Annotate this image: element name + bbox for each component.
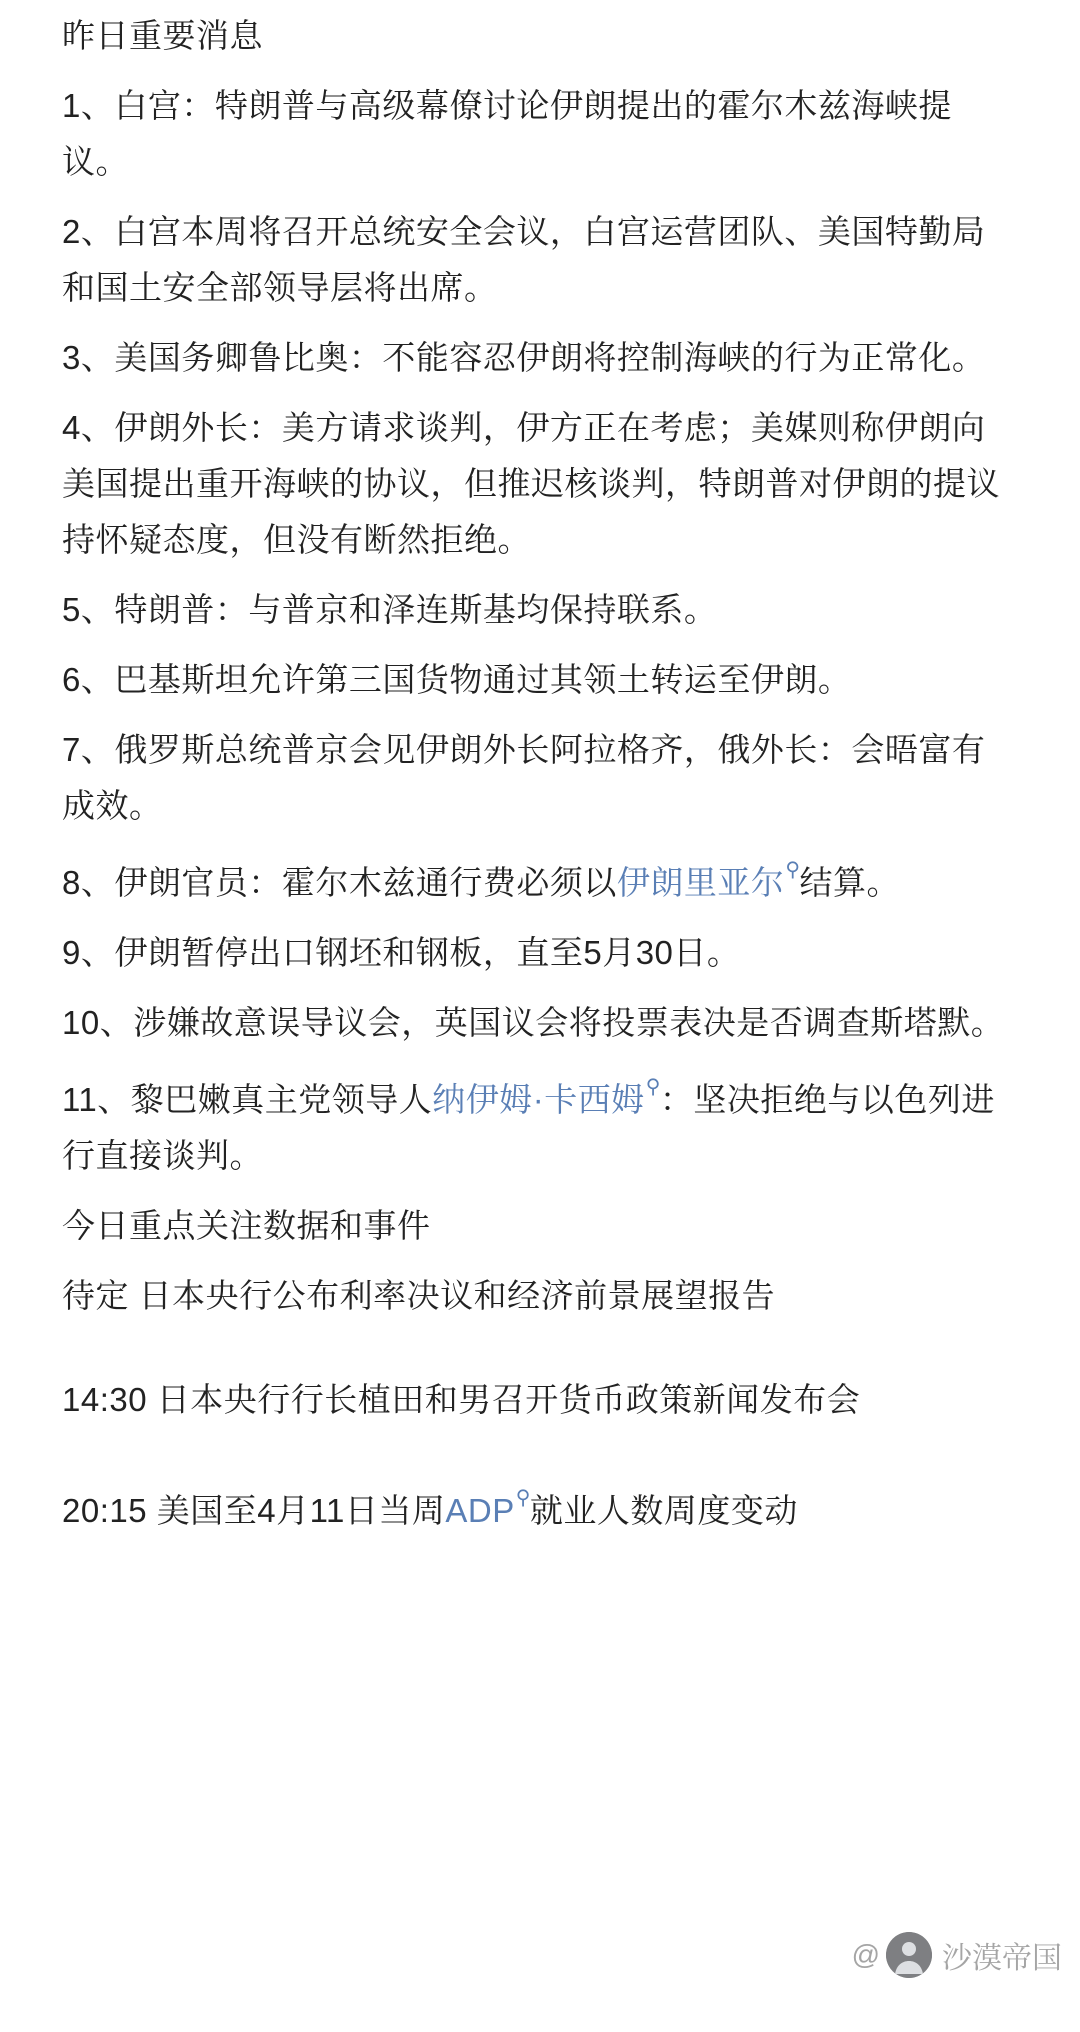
news-item-text: 1、白宫：特朗普与高级幕僚讨论伊朗提出的霍尔木兹海峡提议。 [62, 87, 952, 180]
news-item [62, 400, 1018, 568]
news-item [62, 848, 1018, 911]
event-item-text-tail: 就业人数周度变动 [529, 1492, 798, 1529]
news-item-text: 9、伊朗暂停出口钢坯和钢板，直至5月30日。 [62, 934, 741, 971]
entity-link-adp[interactable] [445, 1487, 531, 1529]
spacer [62, 1338, 1018, 1372]
entity-link-label: ADP [445, 1492, 515, 1529]
news-item [62, 78, 1018, 190]
entity-link-qassem[interactable] [432, 1076, 661, 1118]
event-item [62, 1476, 1018, 1539]
news-item [62, 722, 1018, 834]
heading-today: 今日重点关注数据和事件 [62, 1207, 431, 1244]
search-icon[interactable]: ⚲ [785, 859, 801, 881]
news-item-text: 3、美国务卿鲁比奥：不能容忍伊朗将控制海峡的行为正常化。 [62, 339, 986, 376]
watermark [852, 1932, 1062, 1978]
news-item [62, 652, 1018, 708]
news-item-text-tail: 结算。 [799, 864, 901, 901]
news-item-text: 11、黎巴嫩真主党领导人 [62, 1081, 433, 1118]
news-item [62, 1065, 1018, 1184]
event-item-text: 待定 日本央行公布利率决议和经济前景展望报告 [62, 1277, 776, 1314]
entity-link-rial[interactable] [616, 859, 801, 901]
watermark-username: 沙漠帝国 [942, 1942, 1062, 1975]
news-item-text-tail: ：坚决拒绝与以色列进行直接谈判。 [62, 1081, 995, 1174]
entity-link-label: 伊朗里亚尔 [616, 864, 785, 901]
event-item-text: 20:15 美国至4月11日当周 [62, 1492, 446, 1529]
news-item-text: 10、涉嫌故意误导议会，英国议会将投票表决是否调查斯塔默。 [62, 1004, 1005, 1041]
news-item [62, 995, 1018, 1051]
heading-yesterday: 昨日重要消息 [62, 17, 263, 54]
news-item-text: 4、伊朗外长：美方请求谈判，伊方正在考虑；美媒则称伊朗向美国提出重开海峡的协议，但推迟核谈判，特朗普对伊朗的提议持怀疑态度，但没有断然拒绝。 [62, 409, 1000, 558]
news-item [62, 582, 1018, 638]
news-item [62, 204, 1018, 316]
news-item-text: 6、巴基斯坦允许第三国货物通过其领土转运至伊朗。 [62, 661, 852, 698]
watermark-at: @ [851, 1939, 880, 1970]
search-icon[interactable]: ⚲ [645, 1076, 661, 1098]
event-item [62, 1268, 1018, 1324]
news-item [62, 330, 1018, 386]
entity-link-label: 纳伊姆·卡西姆 [432, 1081, 645, 1118]
news-item-text: 7、俄罗斯总统普京会见伊朗外长阿拉格齐，俄外长：会晤富有成效。 [62, 731, 986, 824]
news-item-text: 2、白宫本周将召开总统安全会议，白宫运营团队、美国特勤局和国土安全部领导层将出席。 [62, 213, 986, 306]
event-item-text: 14:30 日本央行行长植田和男召开货币政策新闻发布会 [62, 1381, 861, 1418]
spacer [62, 1442, 1018, 1476]
avatar [886, 1932, 932, 1978]
news-item [62, 925, 1018, 981]
search-icon[interactable]: ⚲ [515, 1487, 531, 1509]
news-item-text: 5、特朗普：与普京和泽连斯基均保持联系。 [62, 591, 718, 628]
event-item [62, 1372, 1018, 1428]
news-item-text: 8、伊朗官员：霍尔木兹通行费必须以 [62, 864, 617, 901]
